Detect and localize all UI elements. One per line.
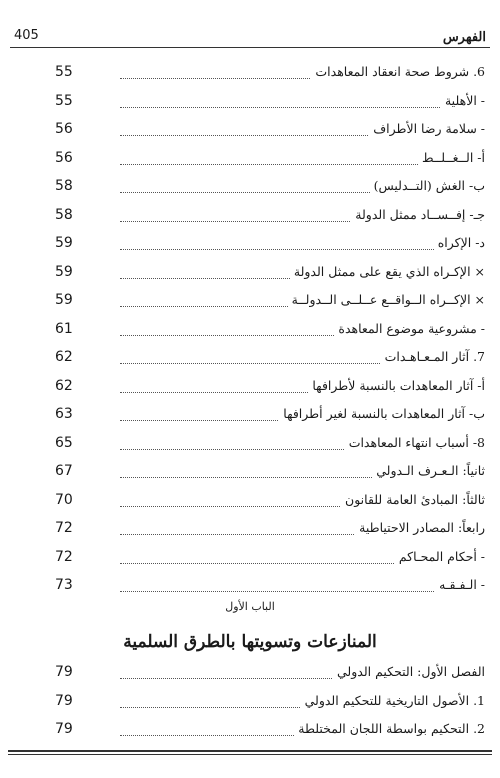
toc-page-number: 59 [55,292,73,308]
toc-entry-text: 6. شروط صحة انعقاد المعاهدات [311,64,485,79]
toc-entry [0,174,500,203]
dot-leader [120,107,480,108]
dot-leader [120,249,480,250]
toc-entry-text: × الإكـراه الذي يقع على ممثل الدولة [290,264,485,279]
toc-entry-text: د- الإكراه [434,235,485,250]
toc-page-number: 61 [55,320,73,337]
toc-entry [0,516,500,545]
toc-entry [0,345,500,374]
toc-entry-text: - مشروعية موضوع المعاهدة [334,321,485,336]
toc-entry [0,374,500,403]
toc-page-number: 65 [55,434,73,451]
toc-entry-text: 8- أسباب انتهاء المعاهدات [345,435,485,450]
toc-page-number: 58 [55,206,73,223]
toc-entry [0,117,500,146]
toc-page-number: 79 [55,664,73,680]
footer-rule [8,750,492,752]
page-number: 405 [14,28,39,43]
toc-entry-text: رابعاً: المصادر الاحتياطية [355,520,485,535]
toc-entry [0,317,500,346]
toc-page-number: 56 [55,121,73,137]
toc-entry [0,459,500,488]
toc-entry [0,260,500,289]
toc-entry-text: 7. آثار المـعـاهـدات [381,349,485,364]
toc-list [0,60,500,602]
dot-leader [120,591,480,592]
toc-entry-text: - الأهلية [441,93,485,108]
toc-page-number: 58 [55,178,73,194]
toc-entry [0,689,500,718]
toc-entry [0,431,500,460]
page-header [0,0,500,50]
toc-entry-text: أ- آثار المعاهدات بالنسبة لأطرافها [308,378,485,393]
toc-page-number: 62 [55,377,73,394]
toc-list-section [0,660,500,746]
toc-entry [0,488,500,517]
toc-entry [0,203,500,232]
toc-page-number: 67 [55,463,73,479]
toc-entry-text: 1. الأصول التاريخية للتحكيم الدولي [301,693,485,708]
toc-page-number: 63 [55,406,73,422]
toc-page-number: 79 [55,721,73,737]
toc-entry [0,402,500,431]
toc-page-number: 73 [55,577,73,593]
toc-entry-text: 2. التحكيم بواسطة اللجان المختلطة [294,721,485,736]
toc-entry-text: - سلامة رضا الأطراف [369,121,485,136]
toc-entry [0,545,500,574]
toc-entry [0,89,500,118]
toc-page-number: 59 [55,263,73,280]
toc-entry [0,660,500,689]
toc-entry [0,288,500,317]
toc-entry-text: ب- الغش (التــدليس) [370,178,485,193]
toc-entry-text: ب- آثار المعاهدات بالنسبة لغير أطرافها [279,406,485,421]
toc-entry [0,717,500,746]
section-title: المنازعات وتسويتها بالطرق السلمية [123,632,377,652]
toc-entry-text: ثالثاً: المبادئ العامة للقانون [341,492,485,507]
section-subtitle: الباب الأول [225,600,275,613]
toc-page-number: 70 [55,491,73,508]
header-rule [10,47,490,48]
toc-entry [0,573,500,602]
toc-page-number: 72 [55,520,73,536]
header-title: الفهرس [442,30,486,45]
toc-entry-text: جـ- إفــســاد ممثل الدولة [351,207,485,222]
toc-entry [0,60,500,89]
toc-entry [0,146,500,175]
toc-entry-text: - الـفـقـه [435,577,485,592]
toc-page-number: 55 [55,92,73,109]
toc-entry-text: الفصل الأول: التحكيم الدولي [333,664,485,679]
footer-rule [8,754,492,755]
toc-page-number: 59 [55,235,73,251]
toc-page-number: 72 [55,548,73,565]
toc-entry-text: أ- الــغــلــط [418,150,485,165]
toc-page-number: 79 [55,692,73,709]
toc-entry-text: - أحكام المحـاكم [395,549,485,564]
toc-entry-text: × الإكــراه الــواقــع عــلــى الــدولــة [288,292,485,307]
toc-page-number: 62 [55,349,73,365]
toc-page-number: 56 [55,149,73,166]
toc-page-number: 55 [55,64,73,80]
toc-entry [0,231,500,260]
toc-entry-text: ثانياً: الـعـرف الـدولي [372,463,485,478]
